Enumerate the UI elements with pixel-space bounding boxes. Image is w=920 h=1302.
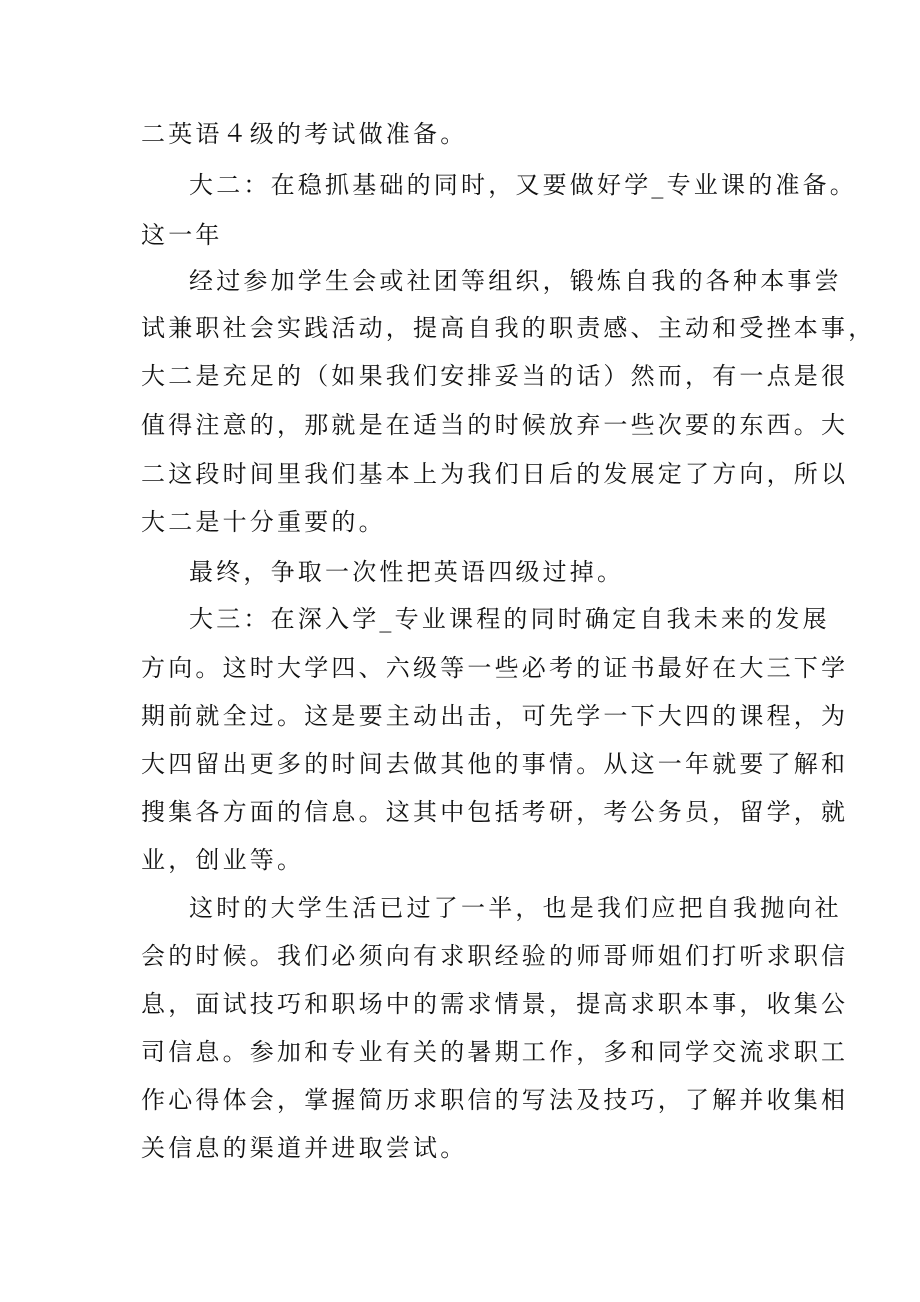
text-line: 关信息的渠道并进取尝试。 <box>141 1134 468 1162</box>
text-line: 经过参加学生会或社团等组织，锻炼自我的各种本事尝 <box>189 267 842 295</box>
text-line: 这时的大学生活已过了一半，也是我们应把自我抛向社 <box>189 894 842 922</box>
text-line: 值得注意的，那就是在适当的时候放弃一些次要的东西。大 <box>141 411 849 439</box>
text-line: 期前就全过。这是要主动出击，可先学一下大四的课程，为 <box>141 702 849 730</box>
text-line: 司信息。参加和专业有关的暑期工作，多和同学交流求职工 <box>141 1038 849 1066</box>
text-line: 息，面试技巧和职场中的需求情景，提高求职本事，收集公 <box>141 990 849 1018</box>
text-line: 方向。这时大学四、六级等一些必考的证书最好在大三下学 <box>141 654 849 682</box>
text-line: 大二：在稳抓基础的同时，又要做好学_专业课的准备。 <box>189 171 857 199</box>
text-line: 搜集各方面的信息。这其中包括考研，考公务员，留学，就 <box>141 798 849 826</box>
text-line: 大三：在深入学_专业课程的同时确定自我未来的发展 <box>189 605 830 633</box>
text-line: 大四留出更多的时间去做其他的事情。从这一年就要了解和 <box>141 750 849 778</box>
text-line: 大二是充足的（如果我们安排妥当的话）然而，有一点是很 <box>141 362 849 390</box>
text-line: 这一年 <box>141 221 223 249</box>
text-line: 大二是十分重要的。 <box>141 508 386 536</box>
text-line: 作心得体会，掌握简历求职信的写法及技巧，了解并收集相 <box>141 1086 849 1114</box>
text-line: 会的时候。我们必须向有求职经验的师哥师姐们打听求职信 <box>141 942 849 970</box>
text-line: 二英语４级的考试做准备。 <box>141 120 468 148</box>
text-line: 业，创业等。 <box>141 846 305 874</box>
text-line: 最终，争取一次性把英语四级过掉。 <box>189 558 625 586</box>
text-line: 试兼职社会实践活动，提高自我的职责感、主动和受挫本事， <box>141 314 876 342</box>
text-line: 二这段时间里我们基本上为我们日后的发展定了方向，所以 <box>141 460 849 488</box>
